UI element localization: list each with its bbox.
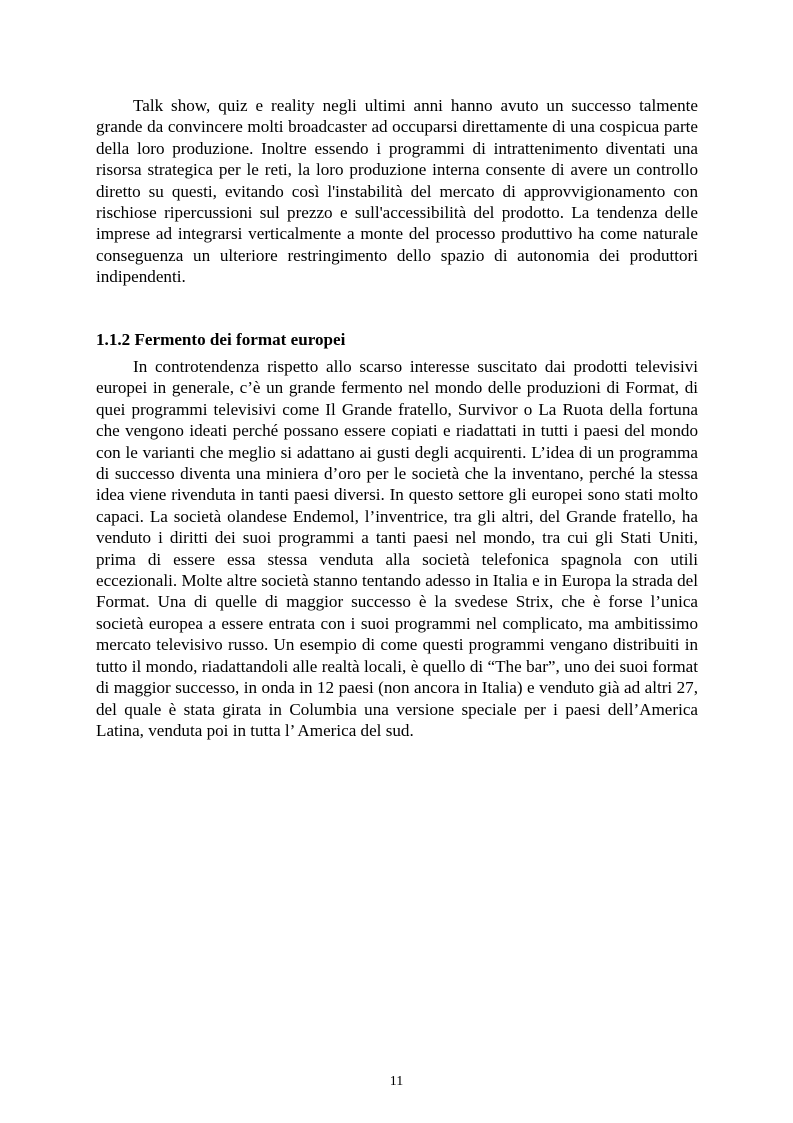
paragraph-broadcasters-production: Talk show, quiz e reality negli ultimi anni hanno avuto un successo talmente grande da convincere molti broadcaster ad occuparsi direttamente di una cospicua parte della loro produzione. Inoltre essendo i programmi di intrattenimento diventati una risorsa strategica per le reti, la loro produzione interna consente di avere un controllo diretto su questi, evitando così l'instabilità del mercato di approvvigionamento con rischiose ripercussioni sul prezzo e sull'accessibilità del prodotto. La tendenza delle imprese ad integrarsi verticalmente a monte del processo produttivo ha come naturale conseguenza un ulteriore restringimento dello spazio di autonomia dei produttori indipendenti. [96,96,698,287]
page-number: 11 [389,1074,404,1089]
paragraph-european-formats: In controtendenza rispetto allo scarso interesse suscitato dai prodotti televisivi europei in generale, c’è un grande fermento nel mondo delle produzioni di Format, di quei programmi televisivi come Il Grande fratello, Survivor o La Ruota della fortuna che vengono ideati perché possano essere copiati e riadattati in tutti i paesi del mondo con le varianti che meglio si adattano ai gusti degli acquirenti. L’idea di un programma di successo diventa una miniera d’oro per le società che la inventano, perché la stessa idea viene rivenduta in tanti paesi diversi. In questo settore gli europei sono stati molto capaci. La società olandese Endemol, l’inventrice, tra gli altri, del Grande fratello, ha venduto i diritti dei suoi programmi a tanti paesi nel mondo, tra cui gli Stati Uniti, prima di essere essa stessa venduta alla società telefonica spagnola con utili eccezionali. Molte altre società stanno tentando adesso in Italia e in Europa la strada del Format. Una di quelle di maggior successo è la svedese Strix, che è forse l’unica società europea a essere entrata con i suoi programmi nel complicato, ma ambitissimo mercato televisivo russo. Un esempio di come questi programmi vengano distribuiti in tutto il mondo, riadattandoli alle realtà locali, è quello di “The bar”, uno dei suoi format di maggior successo, in onda in 12 paesi (non ancora in Italia) e venduto già ad altri 27, del quale è stata girata in Columbia una versione speciale per i paesi dell’America Latina, venduta poi in tutta l’ America del sud. [96,357,698,740]
section-heading: 1.1.2 Fermento dei format europei [96,330,346,349]
